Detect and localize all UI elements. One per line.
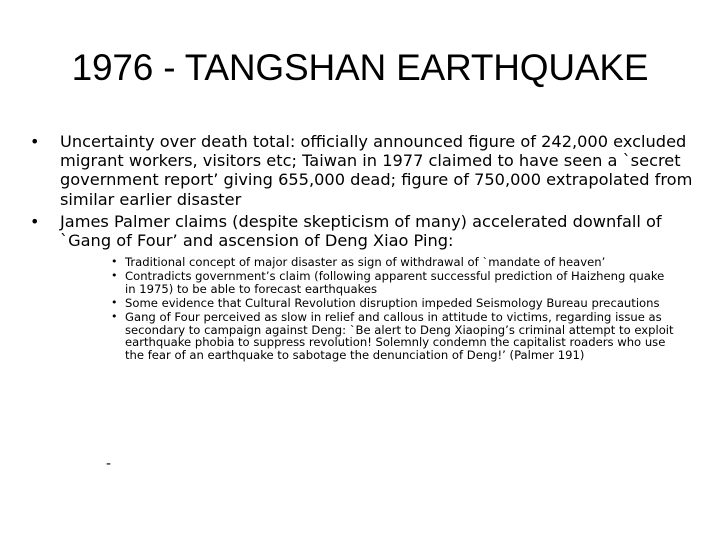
bullet-icon: • <box>111 309 118 323</box>
sub-bullet-list <box>111 256 677 363</box>
bullet-icon: • <box>111 268 118 282</box>
sub-bullet-text: Contradicts government’s claim (following apparent successful prediction of Haizheng quake in 1975) to be able to forecast earthquakes <box>125 268 665 296</box>
bullet-icon: • <box>30 132 40 151</box>
bullet-text: James Palmer claims (despite skepticism of many) accelerated downfall of `Gang of Four’ and ascension of Deng Xiao Ping: <box>60 211 662 251</box>
bullet-text: Uncertainty over death total: officially announced figure of 242,000 excluded migrant workers, visitors etc; Taiwan in 1977 claimed to have seen a `secret government report’ giving 655,000 dead; figure of 750,000 extrapolated from similar earlier disaster <box>60 132 693 209</box>
sub-bullet-seismology-bureau <box>111 297 677 310</box>
sub-bullet-forecast-claim <box>111 270 677 296</box>
trailing-dash: - <box>106 456 112 472</box>
bullet-point-palmer-claims <box>30 212 702 250</box>
sub-bullet-gang-of-four <box>111 311 677 363</box>
bullet-icon: • <box>111 255 118 268</box>
sub-bullet-mandate-of-heaven <box>111 256 677 269</box>
sub-bullet-text: Traditional concept of major disaster as sign of withdrawal of `mandate of heaven’ <box>125 255 606 269</box>
sub-bullet-text: Some evidence that Cultural Revolution disruption impeded Seismology Bureau precautions <box>125 295 660 310</box>
bullet-point-death-total <box>30 132 702 209</box>
sub-bullet-text: Gang of Four perceived as slow in relief and callous in attitude to victims, regarding issue as secondary to campaign against Deng: `Be alert to Deng Xiaoping’s criminal attempt to exploit earthquake phobia to suppress revolution! Solemnly condemn the capitalist roaders who use the fear of an earthquake to sabotage the denunciation of Deng!’ (Palmer 191) <box>125 309 674 363</box>
bullet-icon: • <box>111 295 118 309</box>
bullet-icon: • <box>30 211 40 231</box>
slide-title: 1976 - TANGSHAN EARTHQUAKE <box>71 47 649 88</box>
main-bullet-list <box>30 132 702 253</box>
